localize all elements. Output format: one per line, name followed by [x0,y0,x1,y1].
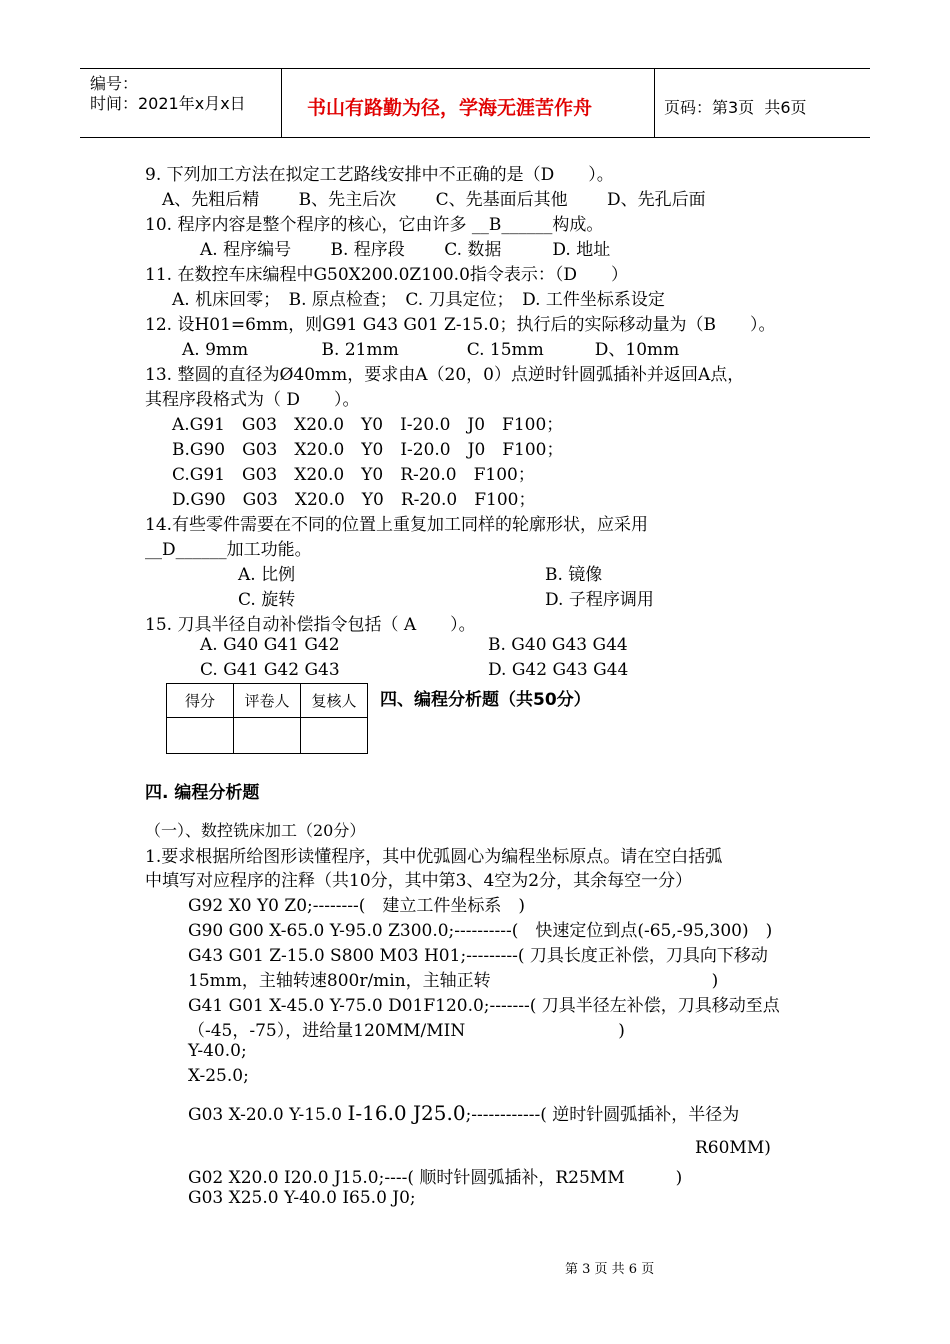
page-footer: 第 3 页 共 6 页 [565,1262,655,1277]
program-line: G90 G00 X-65.0 Y-95.0 Z300.0;----------( 快速定位到点(-65,-95,300) ) [188,921,773,941]
score-header: 得分 [167,684,234,718]
grader-header: 评卷人 [234,684,301,718]
program-line [188,1100,739,1125]
reviewer-header: 复核人 [301,684,368,718]
question-15-option-b: B. G40 G43 G44 [488,635,628,655]
question-13-line2: 其程序段格式为（ D ）。 [145,390,360,410]
question-15: 15. 刀具半径自动补偿指令包括（ A ）。 [145,615,476,635]
header-page-info: 页码：第3页 共6页 [664,98,807,117]
question-15-option-c: C. G41 G42 G43 [200,660,340,680]
question-14-line1: 14.有些零件需要在不同的位置上重复加工同样的轮廓形状，应采用 [145,515,649,535]
program-line: Y-40.0; [188,1041,247,1061]
program-line: G41 G01 X-45.0 Y-75.0 D01F120.0;-------( 刀具半径左补偿，刀具移动至点 [188,996,780,1016]
code-label: 编号： [90,74,139,93]
program-comment: ;------------( 逆时针圆弧插补，半径为 [465,1105,740,1125]
question-12: 12. 设H01=6mm，则G91 G43 G01 Z-15.0；执行后的实际移动量为（B ）。 [145,315,776,335]
section-intro-line1: 1.要求根据所给图形读懂程序，其中优弧圆心为编程坐标原点。请在空白括弧 [145,847,723,867]
question-14-option-d: D. 子程序调用 [545,590,654,610]
question-11-options: A. 机床回零； B. 原点检查； C. 刀具定位； D. 工件坐标系设定 [172,290,665,310]
question-13-option: C.G91 G03 X20.0 Y0 R-20.0 F100； [172,465,535,485]
program-line: G03 X25.0 Y-40.0 I65.0 J0; [188,1188,416,1208]
program-line: G02 X20.0 I20.0 J15.0;----( 顺时针圆弧插补，R25MM ) [188,1168,683,1188]
score-cell[interactable] [167,718,234,754]
question-13-line1: 13. 整圆的直径为Ø40mm，要求由A（20，0）点逆时针圆弧插补并返回A点， [145,365,745,385]
question-14-line2: __D______加工功能。 [145,540,312,560]
program-code-large: I-16.0 J25.0 [347,1101,466,1125]
grader-cell[interactable] [234,718,301,754]
question-15-option-d: D. G42 G43 G44 [488,660,629,680]
question-14-option-c: C. 旋转 [238,590,296,610]
score-table [166,683,368,754]
program-line: X-25.0; [188,1066,249,1086]
header-motto: 书山有路勤为径，学海无涯苦作舟 [307,97,593,119]
question-11: 11. 在数控车床编程中G50X200.0Z100.0指令表示：（D ） [145,265,629,285]
question-10: 10. 程序内容是整个程序的核心，它由许多 __B______构成。 [145,215,604,235]
question-14-option-a: A. 比例 [238,565,296,585]
question-13-option: A.G91 G03 X20.0 Y0 I-20.0 J0 F100； [172,415,564,435]
section-subheading: （一）、数控铣床加工（20分） [145,821,366,840]
section-intro-line2: 中填写对应程序的注释（共10分，其中第3、4空为2分，其余每空一分） [145,871,693,891]
section-title-right: 四、编程分析题（共50分） [380,690,591,710]
question-14-option-b: B. 镜像 [545,565,603,585]
program-code: G03 X-20.0 Y-15.0 [188,1105,348,1125]
question-10-options: A. 程序编号 B. 程序段 C. 数据 D. 地址 [200,240,611,260]
question-13-option: D.G90 G03 X20.0 Y0 R-20.0 F100； [172,490,536,510]
page-header [80,68,870,138]
program-line: G43 G01 Z-15.0 S800 M03 H01;---------( 刀具长度正补偿，刀具向下移动 [188,946,768,966]
program-line: 15mm，主轴转速800r/min，主轴正转 ) [188,971,719,991]
program-line: （-45，-75），进给量120MM/MIN ) [188,1021,625,1041]
header-divider [654,69,655,137]
question-12-options: A. 9mm B. 21mm C. 15mm D、10mm [182,340,680,360]
question-15-option-a: A. G40 G41 G42 [200,635,340,655]
section-heading: 四. 编程分析题 [145,783,260,803]
program-line: G92 X0 Y0 Z0;--------( 建立工件坐标系 ) [188,896,525,916]
header-divider [281,69,282,137]
time-label: 时间：2021年x月x日 [90,94,246,113]
reviewer-cell[interactable] [301,718,368,754]
question-9: 9. 下列加工方法在拟定工艺路线安排中不正确的是（D ）。 [145,165,614,185]
program-line: R60MM) [695,1138,771,1158]
question-13-option: B.G90 G03 X20.0 Y0 I-20.0 J0 F100； [172,440,564,460]
question-9-options: A、先粗后精 B、先主后次 C、先基面后其他 D、先孔后面 [162,190,706,210]
